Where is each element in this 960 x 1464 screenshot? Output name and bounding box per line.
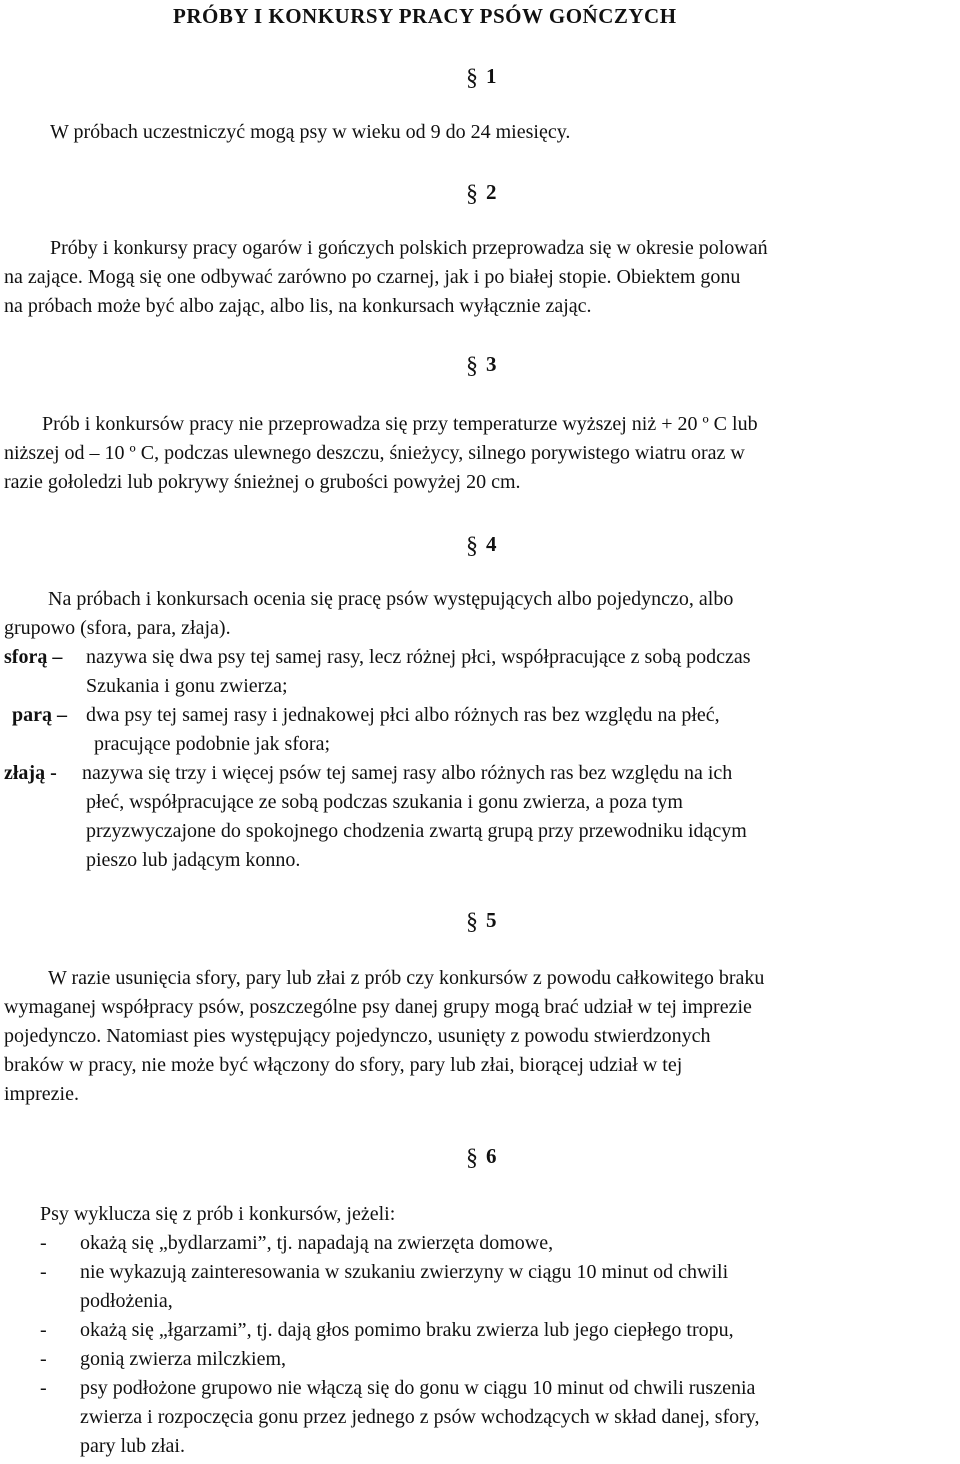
document-title: PRÓBY I KONKURSY PRACY PSÓW GOŃCZYCH: [173, 4, 677, 28]
section-symbol-icon: §: [466, 909, 478, 935]
bullet-line: podłożenia,: [80, 1290, 173, 1312]
section-1-heading: § 1: [466, 64, 497, 91]
bullet-line: okażą się „bydlarzami”, tj. napadają na zwierzęta domowe,: [80, 1232, 554, 1254]
section-4-line: grupowo (sfora, para, złaja).: [4, 617, 231, 639]
section-symbol-icon: §: [466, 353, 478, 379]
section-3-line: Prób i konkursów pracy nie przeprowadza się przy temperaturze wyższej niż + 20 º C lub: [42, 413, 758, 435]
definition-line: płeć, współpracujące ze sobą podczas szukania i gonu zwierza, a poza tym: [86, 791, 683, 813]
section-1-line: W próbach uczestniczyć mogą psy w wieku od 9 do 24 miesięcy.: [50, 121, 571, 143]
definition-term-para: parą –: [12, 704, 67, 726]
bullet-line: gonią zwierza milczkiem,: [80, 1348, 287, 1370]
section-2-heading: § 2: [466, 180, 497, 207]
section-symbol-icon: §: [466, 1145, 478, 1171]
definition-line: przyzwyczajone do spokojnego chodzenia zwartą grupą przy przewodniku idącym: [86, 820, 747, 842]
definition-line: Szukania i gonu zwierza;: [86, 675, 288, 697]
bullet-line: psy podłożone grupowo nie włączą się do gonu w ciągu 10 minut od chwili ruszenia: [80, 1377, 756, 1399]
section-2-line: na próbach może być albo zając, albo lis, na konkursach wyłącznie zając.: [4, 295, 592, 317]
section-5-heading: § 5: [466, 908, 497, 935]
section-2-line: Próby i konkursy pracy ogarów i gończych polskich przeprowadza się w okresie polowań: [50, 237, 768, 259]
section-4-line: Na próbach i konkursach ocenia się pracę psów występujących albo pojedynczo, albo: [48, 588, 734, 610]
bullet-dash: -: [40, 1348, 47, 1370]
bullet-dash: -: [40, 1319, 47, 1341]
section-3-line: niższej od – 10 º C, podczas ulewnego deszczu, śnieżycy, silnego porywistego wiatru oraz w: [4, 442, 745, 464]
section-5-line: imprezie.: [4, 1083, 79, 1105]
bullet-line: okażą się „łgarzami”, tj. dają głos pomimo braku zwierza lub jego ciepłego tropu,: [80, 1319, 734, 1341]
bullet-dash: -: [40, 1261, 47, 1283]
section-symbol-icon: §: [466, 65, 478, 91]
section-5-line: braków w pracy, nie może być włączony do sfory, pary lub złai, biorącej udział w tej: [4, 1054, 683, 1076]
bullet-line: nie wykazują zainteresowania w szukaniu zwierzyny w ciągu 10 minut od chwili: [80, 1261, 729, 1283]
bullet-dash: -: [40, 1377, 47, 1399]
definition-line: nazywa się trzy i więcej psów tej samej rasy albo różnych ras bez względu na ich: [82, 762, 733, 784]
section-5-line: wymaganej współpracy psów, poszczególne psy danej grupy mogą brać udział w tej imprezie: [4, 996, 752, 1018]
section-3-heading: § 3: [466, 352, 497, 379]
section-3-line: razie gołoledzi lub pokrywy śnieżnej o grubości powyżej 20 cm.: [4, 471, 521, 493]
definition-line: nazywa się dwa psy tej samej rasy, lecz różnej płci, współpracujące z sobą podczas: [86, 646, 751, 668]
section-symbol-icon: §: [466, 181, 478, 207]
section-6-line: Psy wyklucza się z prób i konkursów, jeżeli:: [40, 1203, 396, 1225]
section-2-line: na zające. Mogą się one odbywać zarówno po czarnej, jak i po białej stopie. Obiektem gonu: [4, 266, 741, 288]
section-4-heading: § 4: [466, 532, 497, 559]
bullet-line: zwierza i rozpoczęcia gonu przez jednego z psów wchodzących w skład danej, sfory,: [80, 1406, 760, 1428]
definition-line: pracujące podobnie jak sfora;: [94, 733, 331, 755]
definition-line: pieszo lub jadącym konno.: [86, 849, 301, 871]
section-symbol-icon: §: [466, 533, 478, 559]
definition-term-sfora: sforą –: [4, 646, 63, 668]
section-6-heading: § 6: [466, 1144, 497, 1171]
bullet-line: pary lub złai.: [80, 1435, 185, 1457]
section-5-line: W razie usunięcia sfory, pary lub złai z prób czy konkursów z powodu całkowitego braku: [48, 967, 765, 989]
definition-line: dwa psy tej samej rasy i jednakowej płci albo różnych ras bez względu na płeć,: [86, 704, 720, 726]
bullet-dash: -: [40, 1232, 47, 1254]
definition-term-zlaja: złają -: [4, 762, 57, 784]
section-5-line: pojedynczo. Natomiast pies występujący pojedynczo, usunięty z powodu stwierdzonych: [4, 1025, 711, 1047]
